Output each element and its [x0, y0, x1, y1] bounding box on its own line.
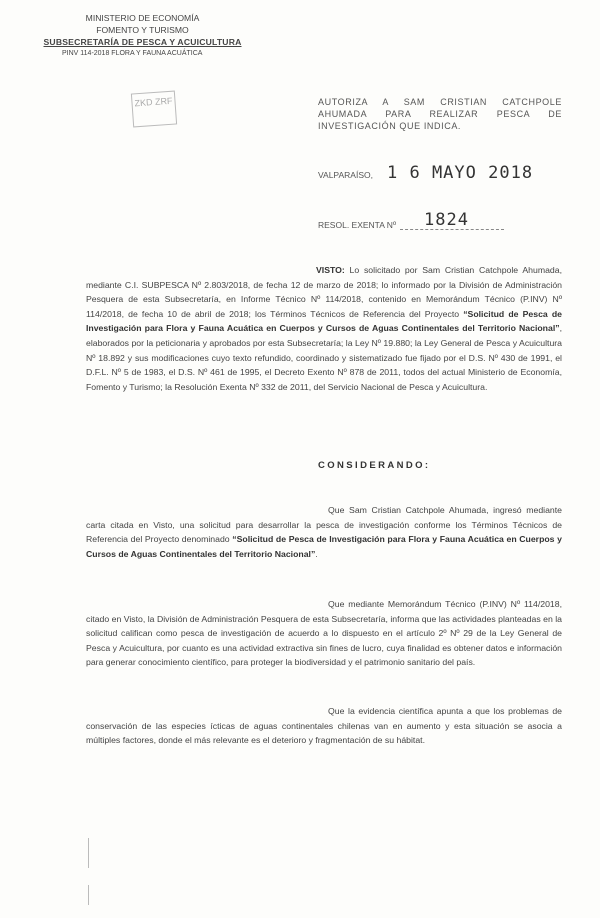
- letterhead: [40, 12, 245, 60]
- letterhead-subsecretary: SUBSECRETARÍA DE PESCA Y ACUICULTURA: [43, 37, 242, 47]
- p2-text: Que mediante Memorándum Técnico (P.INV) Nº 114/2018, citado en Visto, la División de Administración Pesquera de esta Subsecretaría, informa que las actividades planteadas en la solicitud califican como pesca de investigación de acuerdo a lo dispuesto en el artículo 2º Nº 29 de la Ley General de Pesca y Acuicultura, por cuanto es una actividad extractiva sin fines de lucro, cuya finalidad es obtener datos e información para generar conocimiento científico, para proteger la biodiversidad y el patrimonio sanitario del país.: [86, 599, 562, 668]
- resolution-subject: AUTORIZA A SAM CRISTIAN CATCHPOLE AHUMADA PARA REALIZAR PESCA DE INVESTIGACIÓN QUE INDICA.: [318, 97, 562, 131]
- scan-mark: [88, 838, 89, 868]
- considerando-paragraph-3: [86, 704, 562, 748]
- p1-text-2: .: [315, 548, 318, 559]
- visto-label: VISTO:: [316, 265, 345, 275]
- visto-text-2: , elaborados por la peticionaria y aprobados por esta Subsecretaría; la Ley Nº 19.880; la Ley General de Pesca y Acuicultura Nº 18.892 y sus modificaciones cuyo texto refundido, coordinado y sistematizado fue fijado por el D.S. Nº 430 de 1991, el D.F.L. Nº 5 de 1983, el D.S. Nº 461 de 1995, el Decreto Exento Nº 878 de 2011, todos del actual Ministerio de Economía, Fomento y Turismo; la Resolución Exenta Nº 332 de 2011, del Servicio Nacional de Pesca y Acuicultura.: [86, 323, 562, 392]
- resolution-label: RESOL. EXENTA Nº: [318, 220, 397, 230]
- office-stamp: ZKD ZRF: [131, 91, 177, 128]
- resolution-date: 1 6 MAYO 2018: [387, 163, 534, 183]
- considerando-heading: CONSIDERANDO:: [318, 460, 431, 471]
- letterhead-reference: PINV 114-2018 FLORA Y FAUNA ACUÁTICA: [62, 50, 203, 57]
- p3-text: Que la evidencia científica apunta a que los problemas de conservación de las especies ícticas de aguas continentales chilenas van en aumento y esta situación se asocia a múltiples factores, donde el más relevante es el deterioro y fragmentación de su hábitat.: [86, 706, 562, 746]
- resolution-number: 1824: [424, 210, 469, 230]
- scan-mark: [88, 885, 89, 905]
- letterhead-ministry: MINISTERIO DE ECONOMÍA: [85, 13, 200, 23]
- place-label: VALPARAÍSO,: [318, 170, 373, 180]
- considerando-paragraph-1: [86, 503, 562, 561]
- visto-paragraph: [86, 263, 562, 394]
- visto-text-1: Lo solicitado por Sam Cristian Catchpole Ahumada, mediante C.I. SUBPESCA Nº 2.803/2018, de fecha 12 de marzo de 2018; lo informado por la División de Administración Pesquera de esta Subsecretaría, en Informe Técnico Nº 114/2018, contenido en Memorándum Técnico (P.INV) Nº 114/2018, de fecha 10 de abril de 2018; los Términos Técnicos de Referencia del Proyecto: [86, 265, 562, 319]
- letterhead-ministry-2: FOMENTO Y TURISMO: [96, 25, 189, 35]
- p1-text-1: Que Sam Cristian Catchpole Ahumada, ingresó mediante carta citada en Visto, una solicitud para desarrollar la pesca de investigación conforme los Términos Técnicos de Referencia del Proyecto denominado: [86, 505, 562, 545]
- p1-project-title: “Solicitud de Pesca de Investigación para Flora y Fauna Acuática en Cuerpos y Cursos de Aguas Continentales del Territorio Nacional”: [86, 534, 562, 559]
- considerando-paragraph-2: [86, 597, 562, 670]
- visto-project-title: “Solicitud de Pesca de Investigación para Flora y Fauna Acuática en Cuerpos y Cursos de Aguas Continentales del Territorio Nacional”: [86, 308, 562, 334]
